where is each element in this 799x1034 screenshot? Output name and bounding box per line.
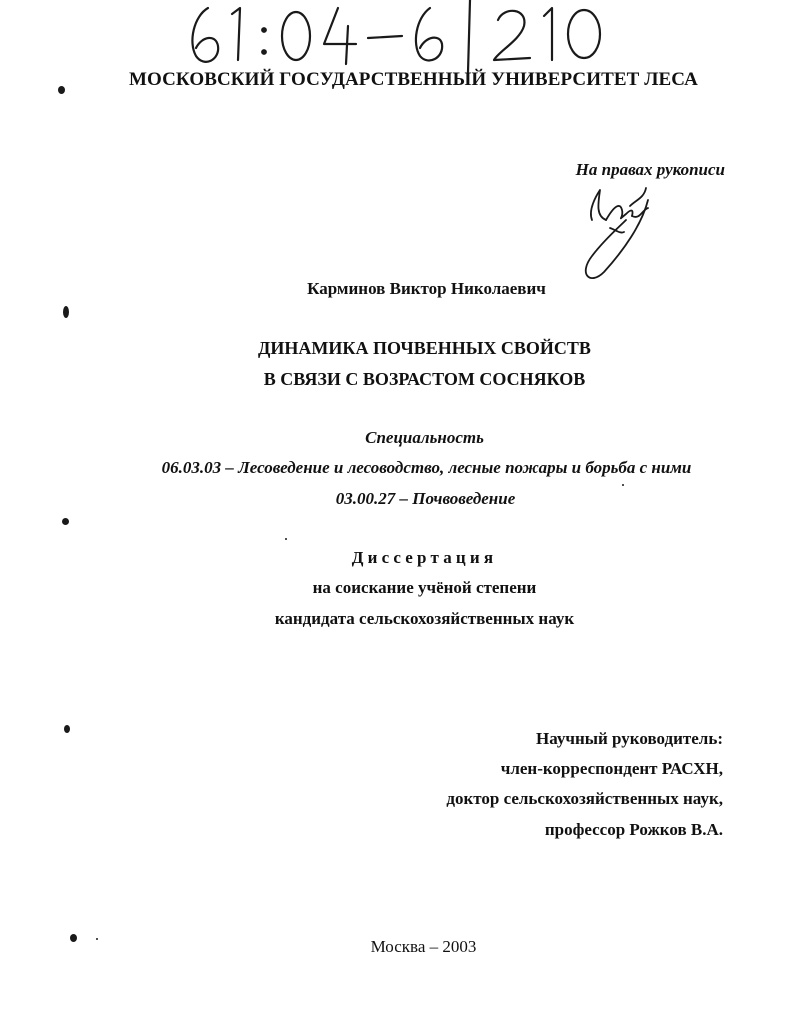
author-signature bbox=[570, 180, 680, 285]
scan-speck bbox=[96, 938, 98, 940]
manuscript-rights-note: На правах рукописи bbox=[575, 160, 725, 179]
advisor-line: профессор Рожков В.А. bbox=[544, 820, 723, 839]
dissertation-title-line-1: ДИНАМИКА ПОЧВЕННЫХ СВОЙСТВ bbox=[258, 338, 591, 358]
dissertation-label: Диссертация bbox=[351, 548, 498, 567]
degree-purpose: на соискание учёной степени bbox=[312, 578, 537, 597]
advisor-line: доктор сельскохозяйственных наук, bbox=[446, 789, 723, 808]
degree-name: кандидата сельскохозяйственных наук bbox=[274, 609, 575, 628]
scan-speck bbox=[62, 518, 69, 525]
university-name: МОСКОВСКИЙ ГОСУДАРСТВЕННЫЙ УНИВЕРСИТЕТ ЛЕСА bbox=[128, 69, 699, 90]
author-name: Карминов Виктор Николаевич bbox=[307, 279, 546, 298]
handwritten-archive-code bbox=[180, 0, 620, 74]
specialty-item: 03.00.27 – Почвоведение bbox=[335, 489, 516, 508]
advisor-line: член-корреспондент РАСХН, bbox=[500, 759, 723, 778]
advisor-line: Научный руководитель: bbox=[536, 729, 723, 748]
city-and-year: Москва – 2003 bbox=[370, 937, 477, 956]
scan-speck bbox=[285, 538, 287, 540]
scan-speck bbox=[64, 725, 70, 733]
specialty-item: 06.03.03 – Лесоведение и лесоводство, лесные пожары и борьба с ними bbox=[161, 458, 692, 477]
specialty-label: Специальность bbox=[365, 428, 484, 447]
scan-speck bbox=[622, 484, 624, 486]
scan-speck bbox=[58, 86, 65, 94]
scan-speck bbox=[63, 306, 69, 318]
scan-speck bbox=[70, 934, 77, 942]
dissertation-title-line-2: В СВЯЗИ С ВОЗРАСТОМ СОСНЯКОВ bbox=[263, 369, 586, 389]
